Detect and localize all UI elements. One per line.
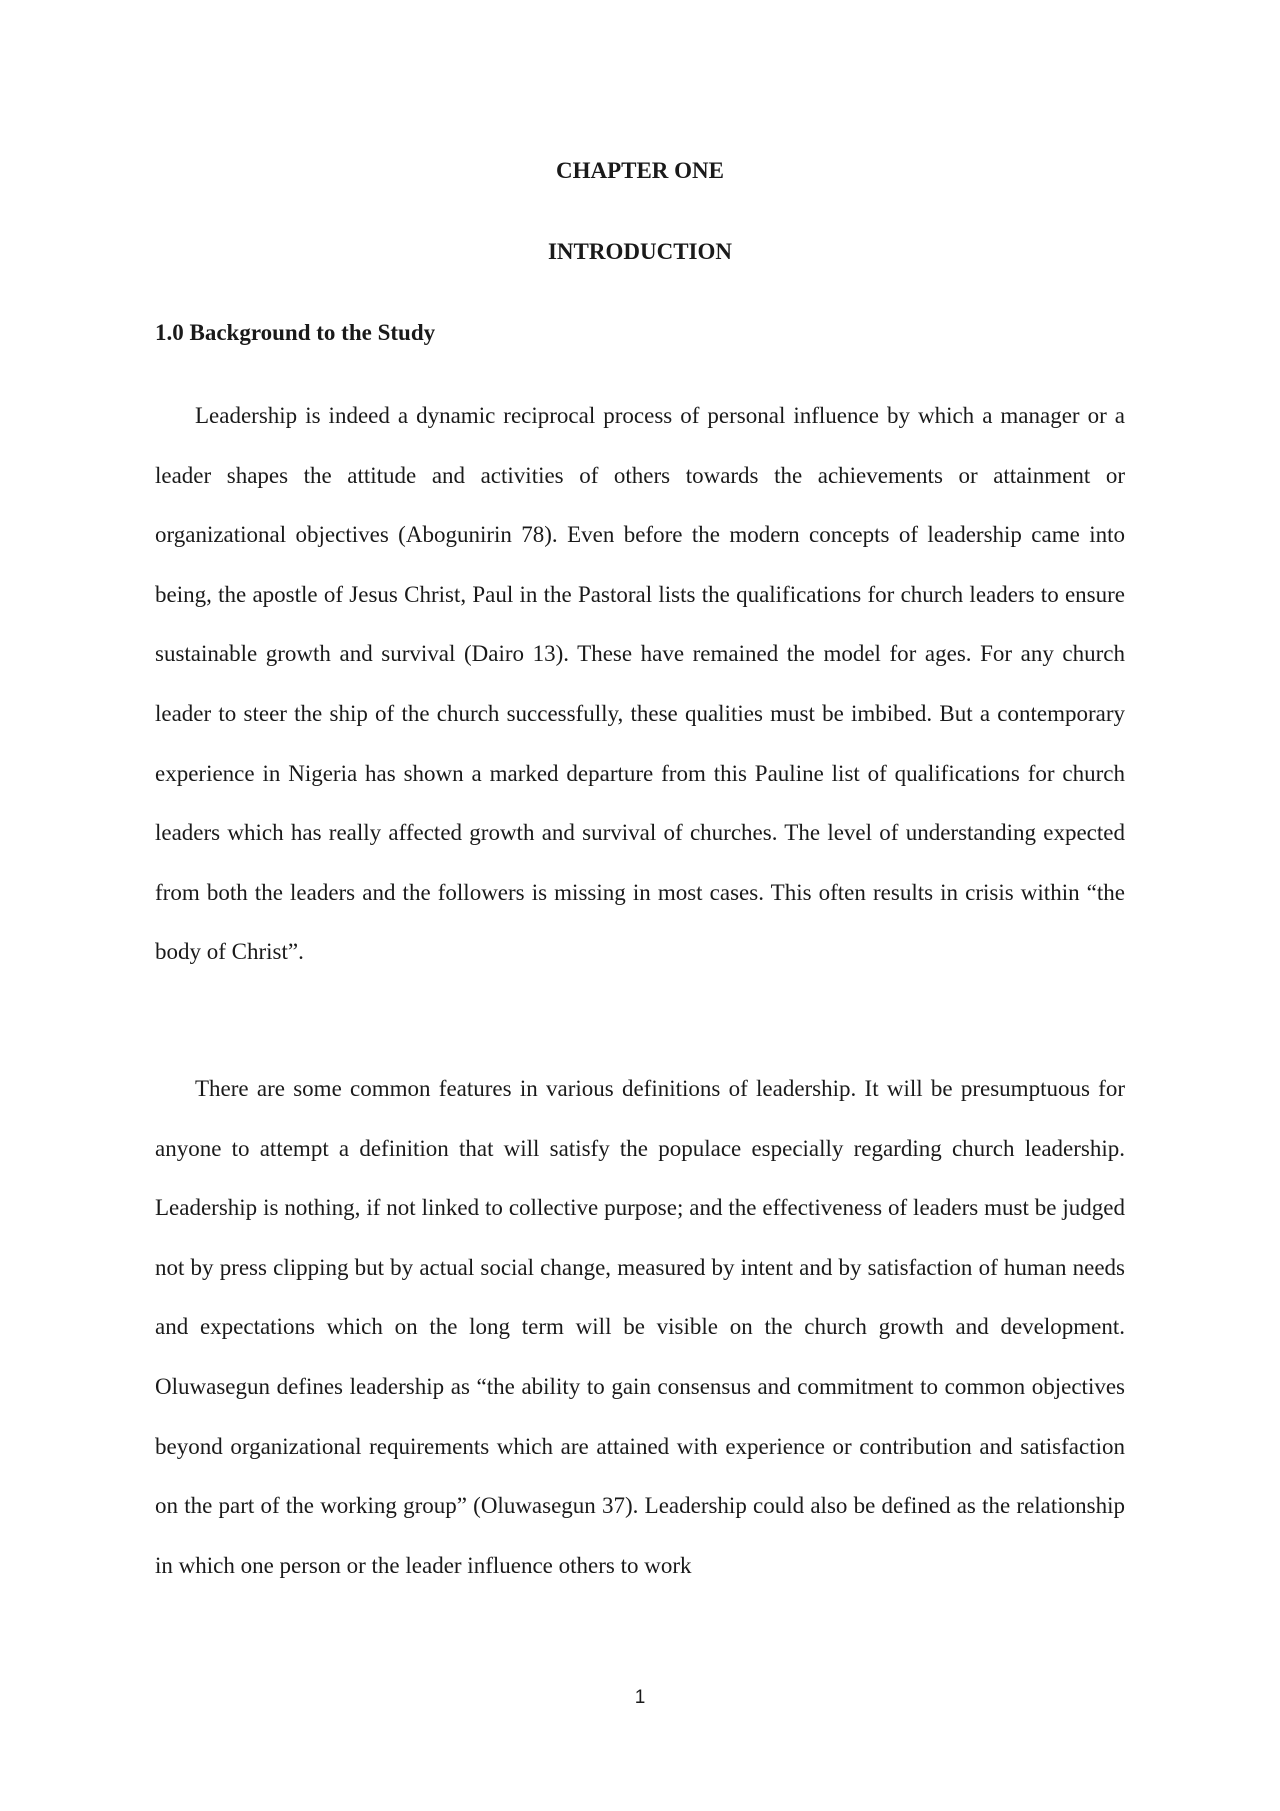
- paragraph: Leadership is indeed a dynamic reciprocal process of personal influence by which a manager or a leader shapes the attitude and activities of others towards the achievements or attainment or organizational objectives (Abogunirin 78). Even before the modern concepts of leadership came into being, the apostle of Jesus Christ, Paul in the Pastoral lists the qualifications for church leaders to ensure sustainable growth and survival (Dairo 13). These have remained the model for ages. For any church leader to steer the ship of the church successfully, these qualities must be imbibed. But a contemporary experience in Nigeria has shown a marked departure from this Pauline list of qualifications for church leaders which has really affected growth and survival of churches. The level of understanding expected from both the leaders and the followers is missing in most cases. This often results in crisis within “the body of Christ”.: [155, 403, 1125, 965]
- introduction-title: INTRODUCTION: [547, 239, 733, 264]
- page-number: 1: [634, 1687, 646, 1708]
- chapter-title: CHAPTER ONE: [555, 158, 725, 183]
- section-heading: 1.0 Background to the Study: [155, 320, 436, 345]
- paragraph: There are some common features in various definitions of leadership. It will be presumptuous for anyone to attempt a definition that will satisfy the populace especially regarding church leadership. Leadership is nothing, if not linked to collective purpose; and the effectiveness of leaders must be judged not by press clipping but by actual social change, measured by intent and by satisfaction of human needs and expectations which on the long term will be visible on the church growth and development. Oluwasegun defines leadership as “the ability to gain consensus and commitment to common objectives beyond organizational requirements which are attained with experience or contribution and satisfaction on the part of the working group” (Oluwasegun 37). Leadership could also be defined as the relationship in which one person or the leader influence others to work: [155, 1076, 1125, 1578]
